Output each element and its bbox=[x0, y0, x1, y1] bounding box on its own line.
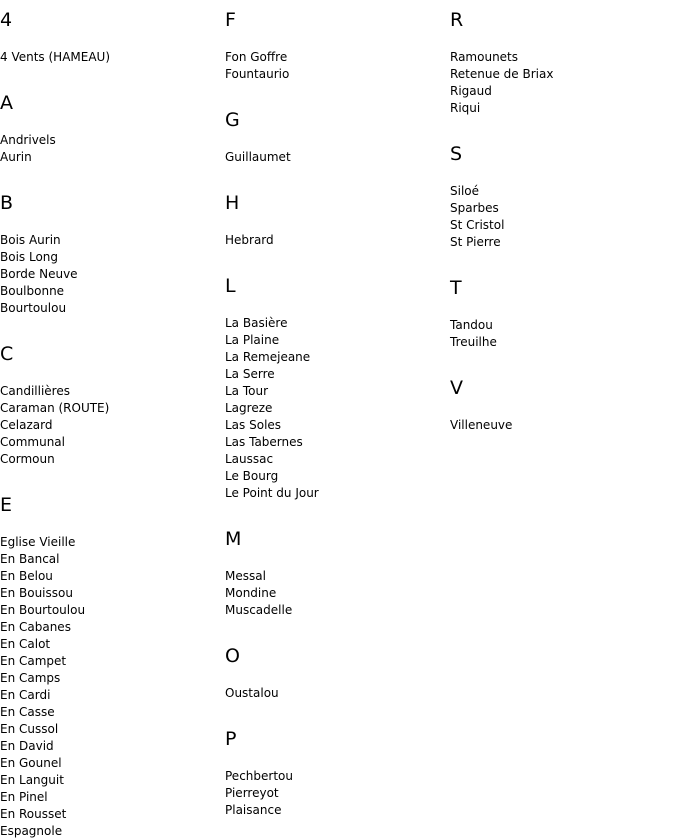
index-section bbox=[450, 0, 670, 117]
place-link[interactable]: La Plaine bbox=[225, 333, 280, 347]
entry-list bbox=[225, 315, 445, 502]
place-link[interactable]: Boulbonne bbox=[0, 284, 65, 298]
place-link[interactable]: En Rousset bbox=[0, 807, 67, 821]
index-section bbox=[450, 268, 670, 351]
place-link[interactable]: En Bancal bbox=[0, 552, 60, 566]
place-link[interactable]: En Camps bbox=[0, 671, 61, 685]
index-section bbox=[0, 0, 220, 66]
index-section bbox=[225, 719, 445, 819]
place-link[interactable]: En Bourtoulou bbox=[0, 603, 86, 617]
section-letter-heading: M bbox=[225, 528, 242, 550]
entry-list bbox=[225, 149, 445, 166]
entry-list bbox=[225, 568, 445, 619]
place-link[interactable]: En Casse bbox=[0, 705, 55, 719]
place-link[interactable]: En Cabanes bbox=[0, 620, 71, 634]
entry-list bbox=[0, 132, 220, 166]
place-link[interactable]: Communal bbox=[0, 435, 65, 449]
place-link[interactable]: Fountaurio bbox=[225, 67, 290, 81]
place-link[interactable]: 4 Vents (HAMEAU) bbox=[0, 50, 111, 64]
index-section bbox=[0, 485, 220, 840]
entry-list bbox=[450, 49, 670, 117]
place-link[interactable]: Lagreze bbox=[225, 401, 273, 415]
entry-list bbox=[0, 383, 220, 468]
entry-list bbox=[0, 232, 220, 317]
place-link[interactable]: St Pierre bbox=[450, 235, 501, 249]
place-link[interactable]: Plaisance bbox=[225, 803, 282, 817]
entry-list bbox=[450, 317, 670, 351]
section-letter-heading: A bbox=[0, 92, 13, 114]
place-link[interactable]: La Basière bbox=[225, 316, 288, 330]
entry-list bbox=[225, 49, 445, 83]
place-link[interactable]: Pierreyot bbox=[225, 786, 279, 800]
place-link[interactable]: Rigaud bbox=[450, 84, 492, 98]
place-link[interactable]: Eglise Vieille bbox=[0, 535, 76, 549]
index-section bbox=[450, 134, 670, 251]
place-link[interactable]: En Calot bbox=[0, 637, 51, 651]
place-link[interactable]: La Serre bbox=[225, 367, 275, 381]
entry-list bbox=[225, 232, 445, 249]
section-letter-heading: H bbox=[225, 192, 240, 214]
section-letter-heading: C bbox=[0, 343, 14, 365]
place-link[interactable]: Messal bbox=[225, 569, 266, 583]
place-link[interactable]: Las Tabernes bbox=[225, 435, 303, 449]
entry-list bbox=[225, 685, 445, 702]
place-link[interactable]: Espagnole bbox=[0, 824, 63, 838]
place-link[interactable]: En Cardi bbox=[0, 688, 51, 702]
index-section bbox=[225, 519, 445, 619]
place-link[interactable]: Riqui bbox=[450, 101, 481, 115]
entry-list bbox=[450, 183, 670, 251]
place-link[interactable]: Oustalou bbox=[225, 686, 279, 700]
index-section bbox=[450, 368, 670, 434]
place-link[interactable]: Bois Long bbox=[0, 250, 59, 264]
place-link[interactable]: Andrivels bbox=[0, 133, 56, 147]
place-link[interactable]: Celazard bbox=[0, 418, 53, 432]
entry-list bbox=[0, 534, 220, 840]
place-link[interactable]: Bois Aurin bbox=[0, 233, 61, 247]
index-section bbox=[225, 266, 445, 502]
place-link[interactable]: Pechbertou bbox=[225, 769, 293, 783]
section-letter-heading: F bbox=[225, 9, 236, 31]
section-letter-heading: E bbox=[0, 494, 13, 516]
place-link[interactable]: En Campet bbox=[0, 654, 67, 668]
place-link[interactable]: En Belou bbox=[0, 569, 53, 583]
section-letter-heading: B bbox=[0, 192, 14, 214]
place-link[interactable]: En Languit bbox=[0, 773, 64, 787]
place-link[interactable]: Las Soles bbox=[225, 418, 282, 432]
place-link[interactable]: Laussac bbox=[225, 452, 274, 466]
place-link[interactable]: Retenue de Briax bbox=[450, 67, 554, 81]
index-column-1 bbox=[0, 0, 220, 840]
section-letter-heading: 4 bbox=[0, 9, 13, 31]
place-link[interactable]: Le Point du Jour bbox=[225, 486, 319, 500]
place-link[interactable]: La Tour bbox=[225, 384, 269, 398]
place-link[interactable]: Caraman (ROUTE) bbox=[0, 401, 110, 415]
place-link[interactable]: En Cussol bbox=[0, 722, 59, 736]
place-link[interactable]: En Pinel bbox=[0, 790, 48, 804]
place-link[interactable]: Ramounets bbox=[450, 50, 519, 64]
place-link[interactable]: Borde Neuve bbox=[0, 267, 78, 281]
entry-list bbox=[450, 417, 670, 434]
place-link[interactable]: Villeneuve bbox=[450, 418, 513, 432]
place-link[interactable]: Hebrard bbox=[225, 233, 274, 247]
entry-list bbox=[0, 49, 220, 66]
place-link[interactable]: Siloé bbox=[450, 184, 480, 198]
place-link[interactable]: En Gounel bbox=[0, 756, 62, 770]
place-link[interactable]: Aurin bbox=[0, 150, 32, 164]
index-column-2 bbox=[225, 0, 445, 819]
index-section bbox=[225, 0, 445, 83]
place-link[interactable]: Sparbes bbox=[450, 201, 499, 215]
section-letter-heading: T bbox=[450, 277, 462, 299]
place-link[interactable]: Le Bourg bbox=[225, 469, 279, 483]
section-letter-heading: O bbox=[225, 645, 240, 667]
place-link[interactable]: Guillaumet bbox=[225, 150, 291, 164]
index-section bbox=[0, 334, 220, 468]
section-letter-heading: S bbox=[450, 143, 463, 165]
index-section bbox=[225, 100, 445, 166]
place-link[interactable]: Tandou bbox=[450, 318, 493, 332]
place-link[interactable]: Bourtoulou bbox=[0, 301, 67, 315]
entry-list bbox=[225, 768, 445, 819]
index-section bbox=[0, 83, 220, 166]
place-link[interactable]: La Remejeane bbox=[225, 350, 311, 364]
section-letter-heading: P bbox=[225, 728, 237, 750]
section-letter-heading: R bbox=[450, 9, 464, 31]
place-link[interactable]: Muscadelle bbox=[225, 603, 293, 617]
place-link[interactable]: En David bbox=[0, 739, 54, 753]
place-link[interactable]: Mondine bbox=[225, 586, 277, 600]
place-link[interactable]: Treuilhe bbox=[450, 335, 497, 349]
index-section bbox=[225, 183, 445, 249]
section-letter-heading: G bbox=[225, 109, 240, 131]
index-section bbox=[0, 183, 220, 317]
section-letter-heading: V bbox=[450, 377, 463, 399]
place-link[interactable]: Fon Goffre bbox=[225, 50, 288, 64]
place-link[interactable]: En Bouissou bbox=[0, 586, 73, 600]
section-letter-heading: L bbox=[225, 275, 236, 297]
place-link[interactable]: Cormoun bbox=[0, 452, 55, 466]
place-link[interactable]: Candillières bbox=[0, 384, 70, 398]
index-column-3 bbox=[450, 0, 670, 434]
index-section bbox=[225, 636, 445, 702]
place-link[interactable]: St Cristol bbox=[450, 218, 505, 232]
